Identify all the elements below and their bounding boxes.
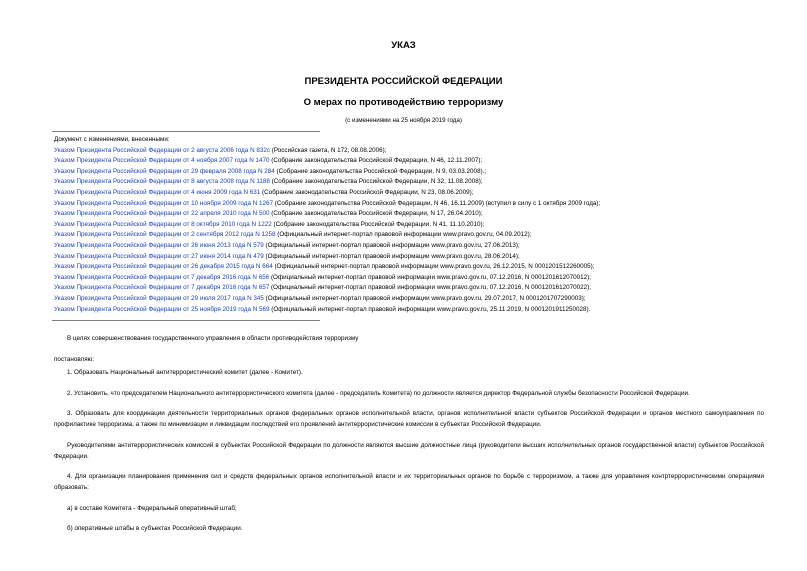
amendment-source: (Собрание законодательства Российской Федерации, N 41, 11.10.2010); [271, 220, 485, 228]
amendment-source: (Официальный интернет-портал правовой информации www.pravo.gov.ru, 26.12.2015, N 0001201512260005); [272, 263, 595, 271]
change-entry [54, 294, 754, 305]
amendment-source: (Собрание законодательства Российской Федерации, N 9, 03.03.2008).; [274, 167, 487, 175]
change-entry [54, 188, 754, 199]
amendment-source: (Официальный интернет-портал правовой информации www.pravo.gov.ru, 29.07.2017, N 0001201707290003); [263, 294, 586, 302]
change-entry [54, 209, 754, 220]
preamble: В целях совершенствования государственного управления в области противодействия терроризму [67, 335, 359, 342]
amendment-link[interactable]: Указом Президента Российской Федерации от 26 июня 2013 года N 579 [54, 241, 264, 249]
amendment-source: (Российская газета, N 172, 08.08.2006); [270, 146, 387, 154]
amendment-source: (Собрание законодательства Российской Федерации, N 23, 08.06.2009); [260, 188, 474, 196]
divider-bottom [52, 320, 320, 321]
amendment-link[interactable]: Указом Президента Российской Федерации от 27 июня 2014 года N 479 [54, 252, 264, 260]
amendment-link[interactable]: Указом Президента Российской Федерации от 8 октября 2010 года N 1222 [54, 220, 272, 228]
changes-heading: Документ с изменениями, внесенными: [54, 136, 170, 143]
amendment-link[interactable]: Указом Президента Российской Федерации от 4 июня 2009 года N 631 [54, 188, 261, 196]
amendment-source: (Собрание законодательства Российской Федерации, N 17, 26.04.2010); [269, 210, 483, 218]
change-entry [54, 220, 754, 231]
paragraph-3: 3. Образовать для координации деятельности территориальных органов федеральных органов исполнительной власти, органов исполнительной власти субъектов Российской Федерации и органов местного самоуправления по профилактике терроризма, а также по минимизации и ликвидации последствий его проявлений антитеррористические комиссии в субъектах Российской Федерации. [54, 410, 764, 428]
divider-top [52, 131, 320, 132]
document-subject: О мерах по противодействию терроризму [303, 97, 504, 108]
amendment-link[interactable]: Указом Президента Российской Федерации от 2 сентября 2012 года N 1258 [54, 231, 276, 239]
edition-note: (с изменениями на 25 ноября 2019 года) [345, 117, 462, 124]
amendment-source: (Официальный интернет-портал правовой информации www.pravo.gov.ru, 25.11.2019, N 0001201911250028). [269, 305, 591, 313]
change-entry [54, 230, 754, 241]
paragraph-3-note: Руководителями антитеррористических комиссий в субъектах Российской Федерации по должности являются высшие должностные лица (руководители высших исполнительных органов государственной власти) субъектов Российской Федерации. [54, 442, 764, 460]
paragraph-4: 4. Для организации планирования применения сил и средств федеральных органов исполнительной власти и их территориальных органов по борьбе с терроризмом, а также для управления контртеррористическими операциями образовать: [54, 473, 764, 491]
change-entry [54, 146, 754, 157]
amendment-link[interactable]: Указом Президента Российской Федерации от 2 августа 2006 года N 832с [54, 146, 271, 154]
decree-word: постановляю: [54, 356, 95, 363]
amendment-link[interactable]: Указом Президента Российской Федерации от 29 июля 2017 года N 345 [54, 294, 264, 302]
amendment-source: (Официальный интернет-портал правовой информации www.pravo.gov.ru, 07.12.2016, N 0001201612070012); [269, 273, 591, 281]
change-entry [54, 177, 754, 188]
amendment-link[interactable]: Указом Президента Российской Федерации от 4 ноября 2007 года N 1470 [54, 157, 270, 165]
paragraph-4-b: б) оперативные штабы в субъектах Российской Федерации. [67, 525, 243, 532]
change-entry [54, 199, 754, 210]
amendment-source: (Официальный интернет-портал правовой информации www.pravo.gov.ru, 28.06.2014); [263, 252, 520, 260]
paragraph-4-a: а) в составе Комитета - Федеральный оперативный штаб; [67, 505, 237, 512]
amendment-link[interactable]: Указом Президента Российской Федерации от 7 декабря 2016 года N 656 [54, 273, 270, 281]
amendment-source: (Собрание законодательства Российской Федерации, N 46, 12.11.2007); [269, 157, 483, 165]
change-entry [54, 252, 754, 263]
amendment-source: (Официальный интернет-портал правовой информации www.pravo.gov.ru, 07.12.2016, N 0001201612070022); [269, 284, 591, 292]
document-title: УКАЗ [391, 40, 416, 51]
amendment-link[interactable]: Указом Президента Российской Федерации от 7 декабря 2016 года N 657 [54, 284, 270, 292]
amendment-source: (Собрание законодательства Российской Федерации, N 32, 11.08.2008); [269, 178, 483, 186]
amendment-link[interactable]: Указом Президента Российской Федерации от 8 августа 2008 года N 1188 [54, 178, 270, 186]
amendment-source: (Собрание законодательства Российской Федерации, N 46, 16.11.2009) (вступил в силу с 1 октября 2009 года); [273, 199, 601, 207]
amendment-link[interactable]: Указом Президента Российской Федерации от 22 апреля 2010 года N 500 [54, 210, 270, 218]
paragraph-2: 2. Установить, что председателем Национального антитеррористического комитета (далее - председатель Комитета) по должности является директор Федеральной службы безопасности Российской Федерации. [67, 390, 690, 397]
change-entry [54, 241, 754, 252]
change-entry [54, 273, 754, 284]
changes-list [54, 135, 754, 315]
amendment-source: (Официальный интернет-портал правовой информации www.pravo.gov.ru, 04.09.2012); [275, 231, 532, 239]
amendment-link[interactable]: Указом Президента Российской Федерации от 26 декабря 2015 года N 664 [54, 263, 273, 271]
change-entry [54, 305, 754, 316]
amendment-link[interactable]: Указом Президента Российской Федерации от 10 ноября 2009 года N 1267 [54, 199, 274, 207]
change-entry [54, 262, 754, 273]
amendment-source: (Официальный интернет-портал правовой информации www.pravo.gov.ru, 27.06.2013); [263, 241, 520, 249]
amendment-link[interactable]: Указом Президента Российской Федерации от 29 февраля 2008 года N 284 [54, 167, 275, 175]
change-entry [54, 167, 754, 178]
document-issuer: ПРЕЗИДЕНТА РОССИЙСКОЙ ФЕДЕРАЦИИ [304, 76, 503, 87]
amendment-link[interactable]: Указом Президента Российской Федерации от 25 ноября 2019 года N 569 [54, 305, 270, 313]
change-entry [54, 156, 754, 167]
change-entry [54, 283, 754, 294]
paragraph-1: 1. Образовать Национальный антитеррористический комитет (далее - Комитет). [67, 369, 303, 376]
